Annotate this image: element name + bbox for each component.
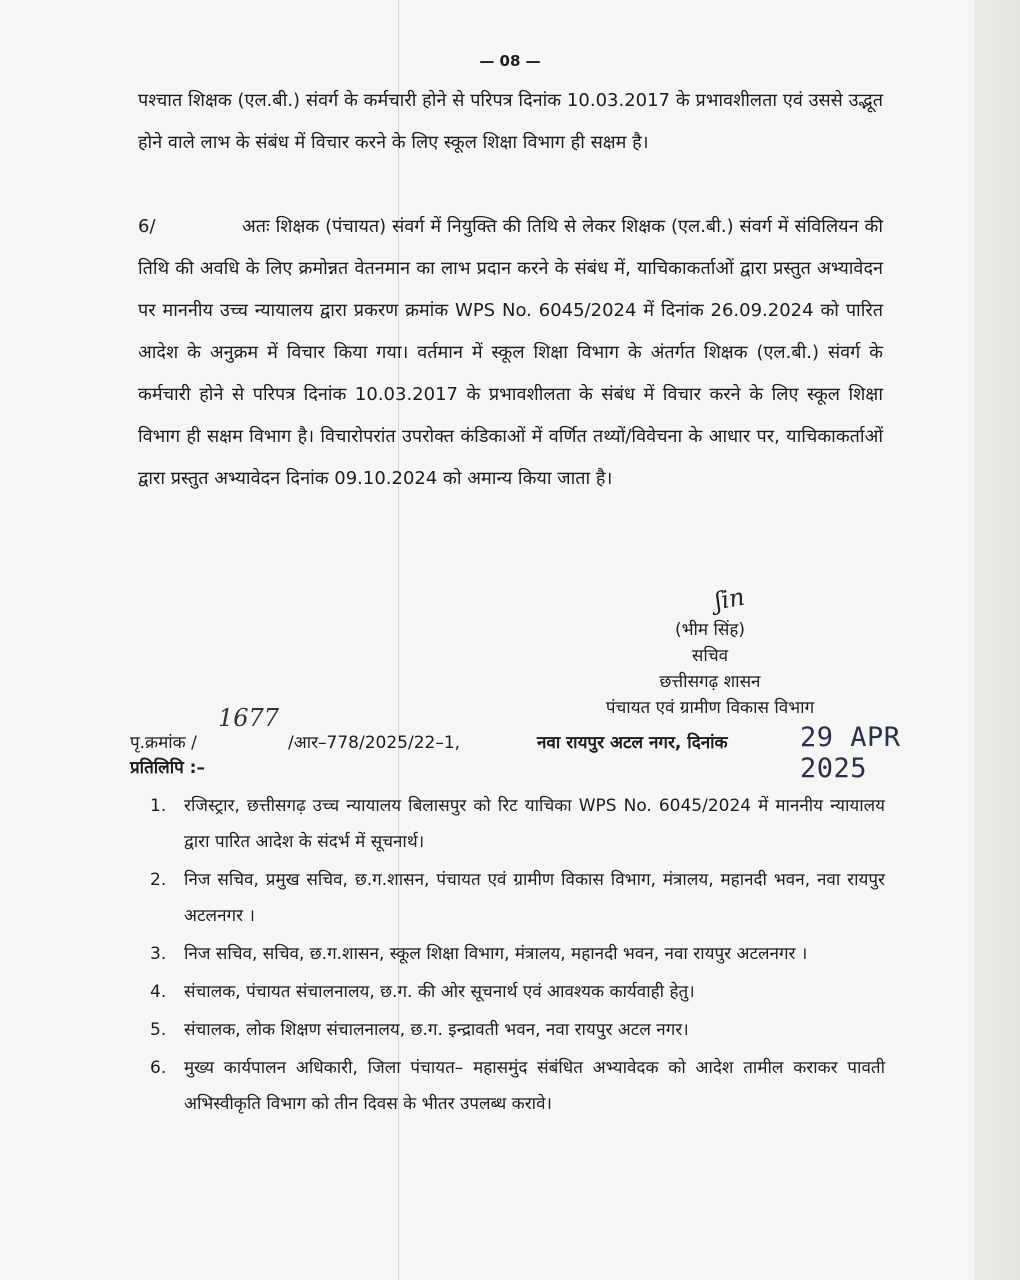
list-item <box>150 936 885 972</box>
list-item <box>150 1012 885 1048</box>
list-item-number: 2. <box>150 870 167 890</box>
list-item-number: 3. <box>150 944 167 964</box>
list-item-text: रजिस्ट्रार, छत्तीसगढ़ उच्च न्यायालय बिलासपुर को रिट याचिका WPS No. 6045/2024 में माननीय न्यायालय द्वारा पारित आदेश के संदर्भ में सूचनार्थ। <box>184 796 885 852</box>
list-item-number: 5. <box>150 1020 167 1040</box>
reference-handwritten-number: 1677 <box>218 704 280 732</box>
reference-place-date: नवा रायपुर अटल नगर, दिनांक <box>537 733 728 753</box>
paragraph-continuation: पश्चात शिक्षक (एल.बी.) संवर्ग के कर्मचारी होने से परिपत्र दिनांक 10.03.2017 के प्रभावशीलता एवं उससे उद्भूत होने वाले लाभ के संबंध में विचार करने के लिए स्कूल शिक्षा विभाग ही सक्षम है। <box>138 90 883 153</box>
date-stamp: 29 APR 2025 <box>800 722 901 784</box>
list-item-number: 4. <box>150 982 167 1002</box>
signatory-department: पंचायत एवं ग्रामीण विकास विभाग <box>605 698 815 718</box>
page-number: — 08 — <box>479 52 541 70</box>
paragraph-6 <box>138 206 883 500</box>
reference-number: /आर–778/2025/22–1, <box>288 733 461 753</box>
list-item-number: 6. <box>150 1058 167 1078</box>
copy-list <box>150 788 885 1124</box>
list-item-text: संचालक, पंचायत संचालनालय, छ.ग. की ओर सूचनार्थ एवं आवश्यक कार्यवाही हेतु। <box>184 982 695 1002</box>
signatory-government: छत्तीसगढ़ शासन <box>659 672 761 692</box>
signatory-name: (भीम सिंह) <box>674 620 746 640</box>
reference-label: पृ.क्रमांक / <box>130 733 197 753</box>
list-item <box>150 862 885 934</box>
copy-heading: प्रतिलिपि :– <box>130 758 205 778</box>
list-item <box>150 788 885 860</box>
list-item <box>150 1050 885 1122</box>
list-item-text: निज सचिव, सचिव, छ.ग.शासन, स्कूल शिक्षा विभाग, मंत्रालय, महानदी भवन, नवा रायपुर अटलनगर । <box>184 944 808 964</box>
list-item <box>150 974 885 1010</box>
signatory-designation: सचिव <box>691 646 729 666</box>
signature-mark: ʃin <box>712 582 747 616</box>
list-item-text: संचालक, लोक शिक्षण संचालनालय, छ.ग. इन्द्रावती भवन, नवा रायपुर अटल नगर। <box>184 1020 689 1040</box>
page-edge <box>974 0 1020 1280</box>
paragraph-number: 6/ <box>138 216 156 237</box>
list-item-text: मुख्य कार्यपालन अधिकारी, जिला पंचायत– महासमुंद संबंधित अभ्यावेदक को आदेश तामील कराकर पावती अभिस्वीकृति विभाग को तीन दिवस के भीतर उपलब्ध करावे। <box>184 1058 885 1114</box>
list-item-number: 1. <box>150 796 167 816</box>
list-item-text: निज सचिव, प्रमुख सचिव, छ.ग.शासन, पंचायत एवं ग्रामीण विकास विभाग, मंत्रालय, महानदी भवन, नवा रायपुर अटलनगर । <box>184 870 885 926</box>
signature-block <box>560 582 860 721</box>
paragraph-6-text: अतः शिक्षक (पंचायत) संवर्ग में नियुक्ति की तिथि से लेकर शिक्षक (एल.बी.) संवर्ग में संविलियन की तिथि की अवधि के लिए क्रमोन्नत वेतनमान का लाभ प्रदान करने के संबंध में, याचिकाकर्ताओं द्वारा प्रस्तुत अभ्यावेदन पर माननीय उच्च न्यायालय द्वारा प्रकरण क्रमांक WPS No. 6045/2024 में दिनांक 26.09.2024 को पारित आदेश के अनुक्रम में विचार किया गया। वर्तमान में स्कूल शिक्षा विभाग के अंतर्गत शिक्षक (एल.बी.) संवर्ग के कर्मचारी होने से परिपत्र दिनांक 10.03.2017 के प्रभावशीलता के संबंध में विचार करने के लिए स्कूल शिक्षा विभाग ही सक्षम विभाग है। विचारोपरांत उपरोक्त कंडिकाओं में वर्णित तथ्यों/विवेचना के आधार पर, याचिकाकर्ताओं द्वारा प्रस्तुत अभ्यावेदन दिनांक 09.10.2024 को अमान्य किया जाता है। <box>138 216 883 489</box>
